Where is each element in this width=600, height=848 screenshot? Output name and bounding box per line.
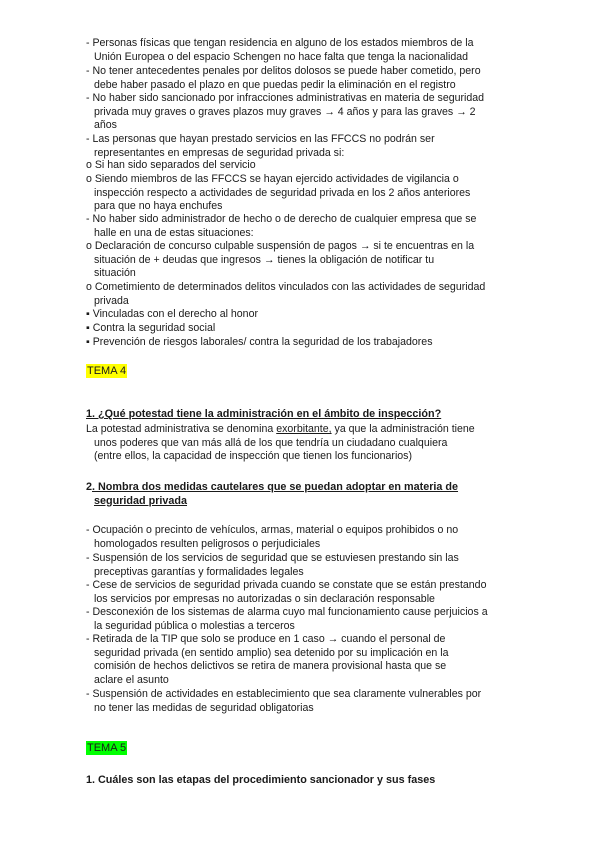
tema4-answer-1	[86, 423, 510, 464]
list-item	[86, 633, 510, 687]
question-2-text-2: seguridad privada	[94, 494, 188, 507]
tema5-heading: TEMA 5	[87, 742, 127, 754]
list-item-continuation: aclare el asunto	[94, 673, 169, 686]
list-item-text: o Si han sido separados del servicio	[86, 159, 256, 171]
list-item-text: ▪ Prevención de riesgos laborales/ contra la seguridad de los trabajadores	[86, 336, 433, 348]
question-2-text: . Nombra dos medidas cautelares que se puedan adoptar en materia de	[92, 481, 459, 493]
list-item	[86, 92, 510, 133]
list-item-continuation: los servicios por empresas no autorizadas o sin declaración responsable	[94, 592, 435, 605]
answer-1-line: (entre ellos, la capacidad de inspección que tienen los funcionarios)	[94, 450, 413, 462]
list-item	[86, 159, 510, 173]
list-item-text: o Cometimiento de determinados delitos vinculados con las actividades de seguridad	[86, 281, 486, 293]
list-item-continuation: comisión de hechos delictivos se retira de manera provisional hasta que se	[94, 660, 447, 672]
list-item-text: - Personas físicas que tengan residencia en alguno de los estados miembros de la	[86, 37, 474, 49]
list-item-text: - No tener antecedentes penales por delitos dolosos se puede haber cometido, pero	[86, 65, 481, 77]
list-item	[86, 308, 510, 322]
list-item-continuation: preceptivas garantías y formalidades legales	[94, 565, 304, 578]
answer-1-term: exorbitante,	[276, 423, 332, 435]
list-item	[86, 322, 510, 336]
list-item-text: ▪ Vinculadas con el derecho al honor	[86, 308, 258, 320]
answer-1-line: unos poderes que van más allá de los que tendría un ciudadano cualquiera	[94, 436, 448, 449]
list-item-continuation: no tener las medidas de seguridad obligatorias	[94, 701, 314, 714]
list-item-text: o Siendo miembros de las FFCCS se hayan ejercido actividades de vigilancia o	[86, 173, 459, 185]
answer-1-post: ya que la administración tiene	[331, 423, 475, 435]
list-item	[86, 606, 510, 633]
list-item-continuation: situación de + deudas que ingresos → tienes la obligación de notificar tu	[94, 253, 435, 266]
list-item-text: - Suspensión de actividades en establecimiento que sea claramente vulnerables por	[86, 688, 482, 700]
list-item-text: - No haber sido sancionado por infracciones administrativas en materia de seguridad	[86, 92, 485, 104]
question-2-number: 2	[86, 481, 93, 493]
list-item	[86, 552, 510, 579]
list-item-continuation: representantes en empresas de seguridad privada si:	[94, 146, 345, 159]
list-item	[86, 173, 510, 214]
list-item	[86, 65, 510, 92]
list-item	[86, 688, 510, 715]
tema5-question-1: 1. Cuáles son las etapas del procedimiento sancionador y sus fases	[86, 774, 436, 786]
list-item-continuation: privada	[94, 294, 129, 307]
list-item-continuation: halle en una de estas situaciones:	[94, 226, 254, 239]
list-item-continuation: la seguridad pública o molestias a terceros	[94, 619, 295, 632]
list-item-continuation: situación	[94, 267, 136, 279]
list-item-continuation: para que no haya enchufes	[94, 200, 223, 212]
list-item	[86, 579, 510, 606]
list-item	[86, 524, 510, 551]
list-item-text: - Suspensión de los servicios de seguridad que se estuviesen prestando sin las	[86, 552, 459, 564]
answer-1-pre: La potestad administrativa se denomina	[86, 423, 277, 435]
tema4-question-2	[86, 481, 510, 508]
list-item-text: o Declaración de concurso culpable suspensión de pagos → si te encuentras en la	[86, 240, 475, 252]
list-item	[86, 336, 510, 350]
list-item-text: - Ocupación o precinto de vehículos, armas, material o equipos prohibidos o no	[86, 524, 459, 536]
list-item-continuation: privada muy graves o graves plazos muy graves → 4 años y para las graves → 2	[94, 105, 476, 118]
list-item-text: ▪ Contra la seguridad social	[86, 322, 216, 334]
list-item	[86, 133, 510, 160]
list-item-continuation: Unión Europea o del espacio Schengen no hace falta que tenga la nacionalidad	[94, 50, 469, 63]
tema4-heading: TEMA 4	[87, 365, 127, 377]
list-item-continuation: años	[94, 119, 117, 131]
list-item	[86, 213, 510, 240]
list-item-continuation: homologados resulten peligrosos o perjudiciales	[94, 537, 321, 550]
list-item-continuation: seguridad privada (en sentido amplio) sea detenido por su implicación en la	[94, 646, 449, 659]
list-item	[86, 281, 510, 308]
list-item-continuation: debe haber pasado el plazo en que puedas pedir la eliminación en el registro	[94, 78, 456, 91]
list-item-text: - Desconexión de los sistemas de alarma cuyo mal funcionamiento cause perjuicios a	[86, 606, 488, 618]
list-item-text: - Las personas que hayan prestado servicios en las FFCCS no podrán ser	[86, 133, 435, 145]
list-item-text: - Retirada de la TIP que solo se produce en 1 caso → cuando el personal de	[86, 633, 446, 645]
list-item-continuation: inspección respecto a actividades de seguridad privada en los 2 años anteriores	[94, 186, 471, 199]
list-item	[86, 37, 510, 64]
list-item	[86, 240, 510, 281]
list-item-text: - No haber sido administrador de hecho o de derecho de cualquier empresa que se	[86, 213, 477, 225]
tema4-question-1: 1. ¿Qué potestad tiene la administración en el ámbito de inspección?	[86, 408, 442, 420]
list-item-text: - Cese de servicios de seguridad privada cuando se constate que se están prestando	[86, 579, 487, 591]
